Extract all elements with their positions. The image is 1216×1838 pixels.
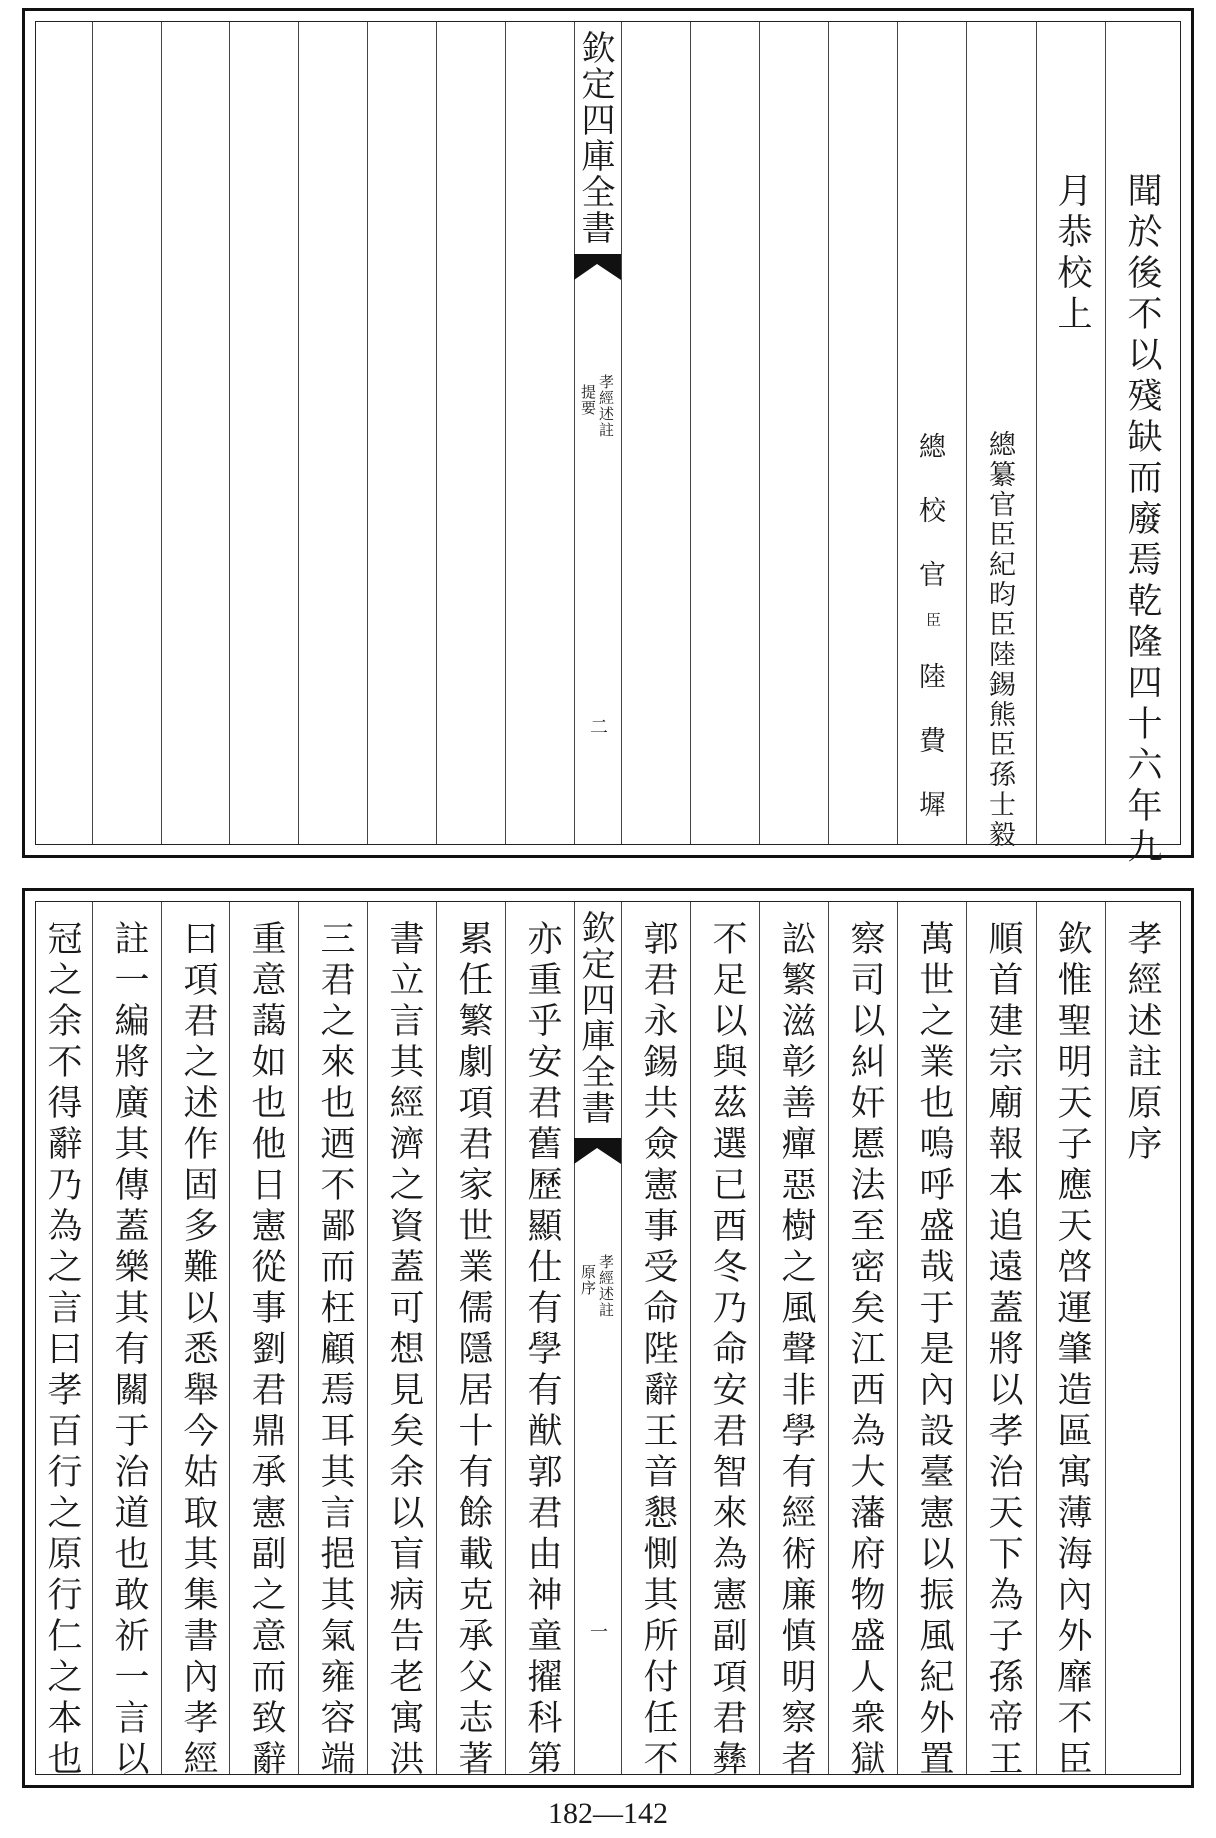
column-rule [436, 22, 437, 844]
center-fold-band [574, 22, 621, 844]
text-column: 郭君永錫共僉憲事受命陛辭王音懇惻其所付任不 [638, 920, 678, 1781]
top-page-grid [35, 21, 1181, 869]
column-rule [367, 902, 368, 1774]
preface-title: 孝經述註原序 [1122, 920, 1162, 1166]
center-fold-band [574, 902, 621, 1774]
column-rule [161, 902, 162, 1774]
column-rule [436, 902, 437, 1774]
column-rule [1036, 902, 1037, 1774]
center-header: 欽定四庫全書 [575, 910, 615, 1126]
column-rule [1036, 22, 1037, 844]
center-page-number: 二 [587, 717, 608, 736]
column-rule [505, 22, 506, 844]
column-rule [828, 22, 829, 844]
text-column: 累任繁劇項君家世業儒隱居十有餘載克承父志著 [453, 920, 493, 1781]
column-rule [897, 22, 898, 844]
column-rule [229, 22, 230, 844]
proofreader-name: 陸 費 墀 [914, 662, 945, 820]
text-column: 察司以糾奸慝法至密矣江西為大藩府物盛人衆獄 [845, 920, 885, 1781]
column-rule [621, 22, 622, 844]
center-book-title: 孝經述註 [597, 1254, 615, 1318]
text-column: 訟繁滋彰善癉惡樹之風聲非學有經術廉慎明察者 [776, 920, 816, 1781]
column-rule [759, 902, 760, 1774]
text-column: 重意藹如也他日憲從事劉君鼎承憲副之意而致辭 [246, 920, 286, 1781]
center-book-title: 孝經述註 [597, 374, 615, 438]
text-column: 萬世之業也嗚呼盛哉于是內設臺憲以振風紀外置 [914, 920, 954, 1781]
text-column: 曰項君之述作固多難以悉舉今姑取其集書內孝經 [178, 920, 218, 1781]
page-number: 182—142 [548, 1797, 668, 1830]
text-column: 三君之來也迺不鄙而枉顧焉耳其言挹其氣雍容端 [315, 920, 355, 1781]
proofreader-chen: 臣 [924, 612, 942, 628]
text-column: 亦重乎安君舊歷顯仕有學有猷郭君由神童擢科第 [522, 920, 562, 1781]
column-rule [1105, 902, 1106, 1774]
center-section-title: 提要 [579, 384, 597, 416]
text-column: 欽惟聖明天子應天啓運肇造區寓薄海內外靡不臣 [1052, 920, 1092, 1781]
column-rule [759, 22, 760, 844]
proofreader-title: 總 校 官 [914, 432, 945, 590]
center-header: 欽定四庫全書 [575, 30, 615, 246]
text-column: 月恭校上 [1052, 172, 1092, 336]
column-rule [966, 902, 967, 1774]
column-rule [161, 22, 162, 844]
text-column: 不足以與茲選已酉冬乃命安君智來為憲副項君彝 [707, 920, 747, 1781]
column-rule [367, 22, 368, 844]
column-rule [92, 22, 93, 844]
column-rule [828, 902, 829, 1774]
column-rule [92, 902, 93, 1774]
column-rule [690, 22, 691, 844]
fishtail-mark [574, 254, 621, 294]
text-column: 冠之余不得辭乃為之言曰孝百行之原行仁之本也 [42, 920, 82, 1781]
compilers-line: 總纂官臣紀昀臣陸錫熊臣孫士毅 [984, 430, 1015, 850]
top-page-frame [22, 8, 1194, 869]
column-rule [690, 902, 691, 1774]
center-page-number: 一 [587, 1622, 608, 1641]
bottom-page-frame [22, 888, 1194, 1788]
column-rule [298, 902, 299, 1774]
column-rule [897, 902, 898, 1774]
text-column: 順首建宗廟報本追遠蓋將以孝治天下為子孫帝王 [983, 920, 1023, 1781]
center-section-title: 原序 [579, 1264, 597, 1296]
fishtail-mark [574, 1138, 621, 1178]
bottom-page-grid [35, 901, 1181, 1781]
column-rule [505, 902, 506, 1774]
column-rule [1105, 22, 1106, 844]
column-rule [621, 902, 622, 1774]
text-column: 註一編將廣其傳蓋樂其有關于治道也敢祈一言以 [109, 920, 149, 1781]
column-rule [229, 902, 230, 1774]
column-rule [966, 22, 967, 844]
text-column: 書立言其經濟之資蓋可想見矣余以盲病告老寓洪 [384, 920, 424, 1781]
text-column: 聞於後不以殘缺而廢焉乾隆四十六年九 [1122, 172, 1162, 869]
column-rule [298, 22, 299, 844]
